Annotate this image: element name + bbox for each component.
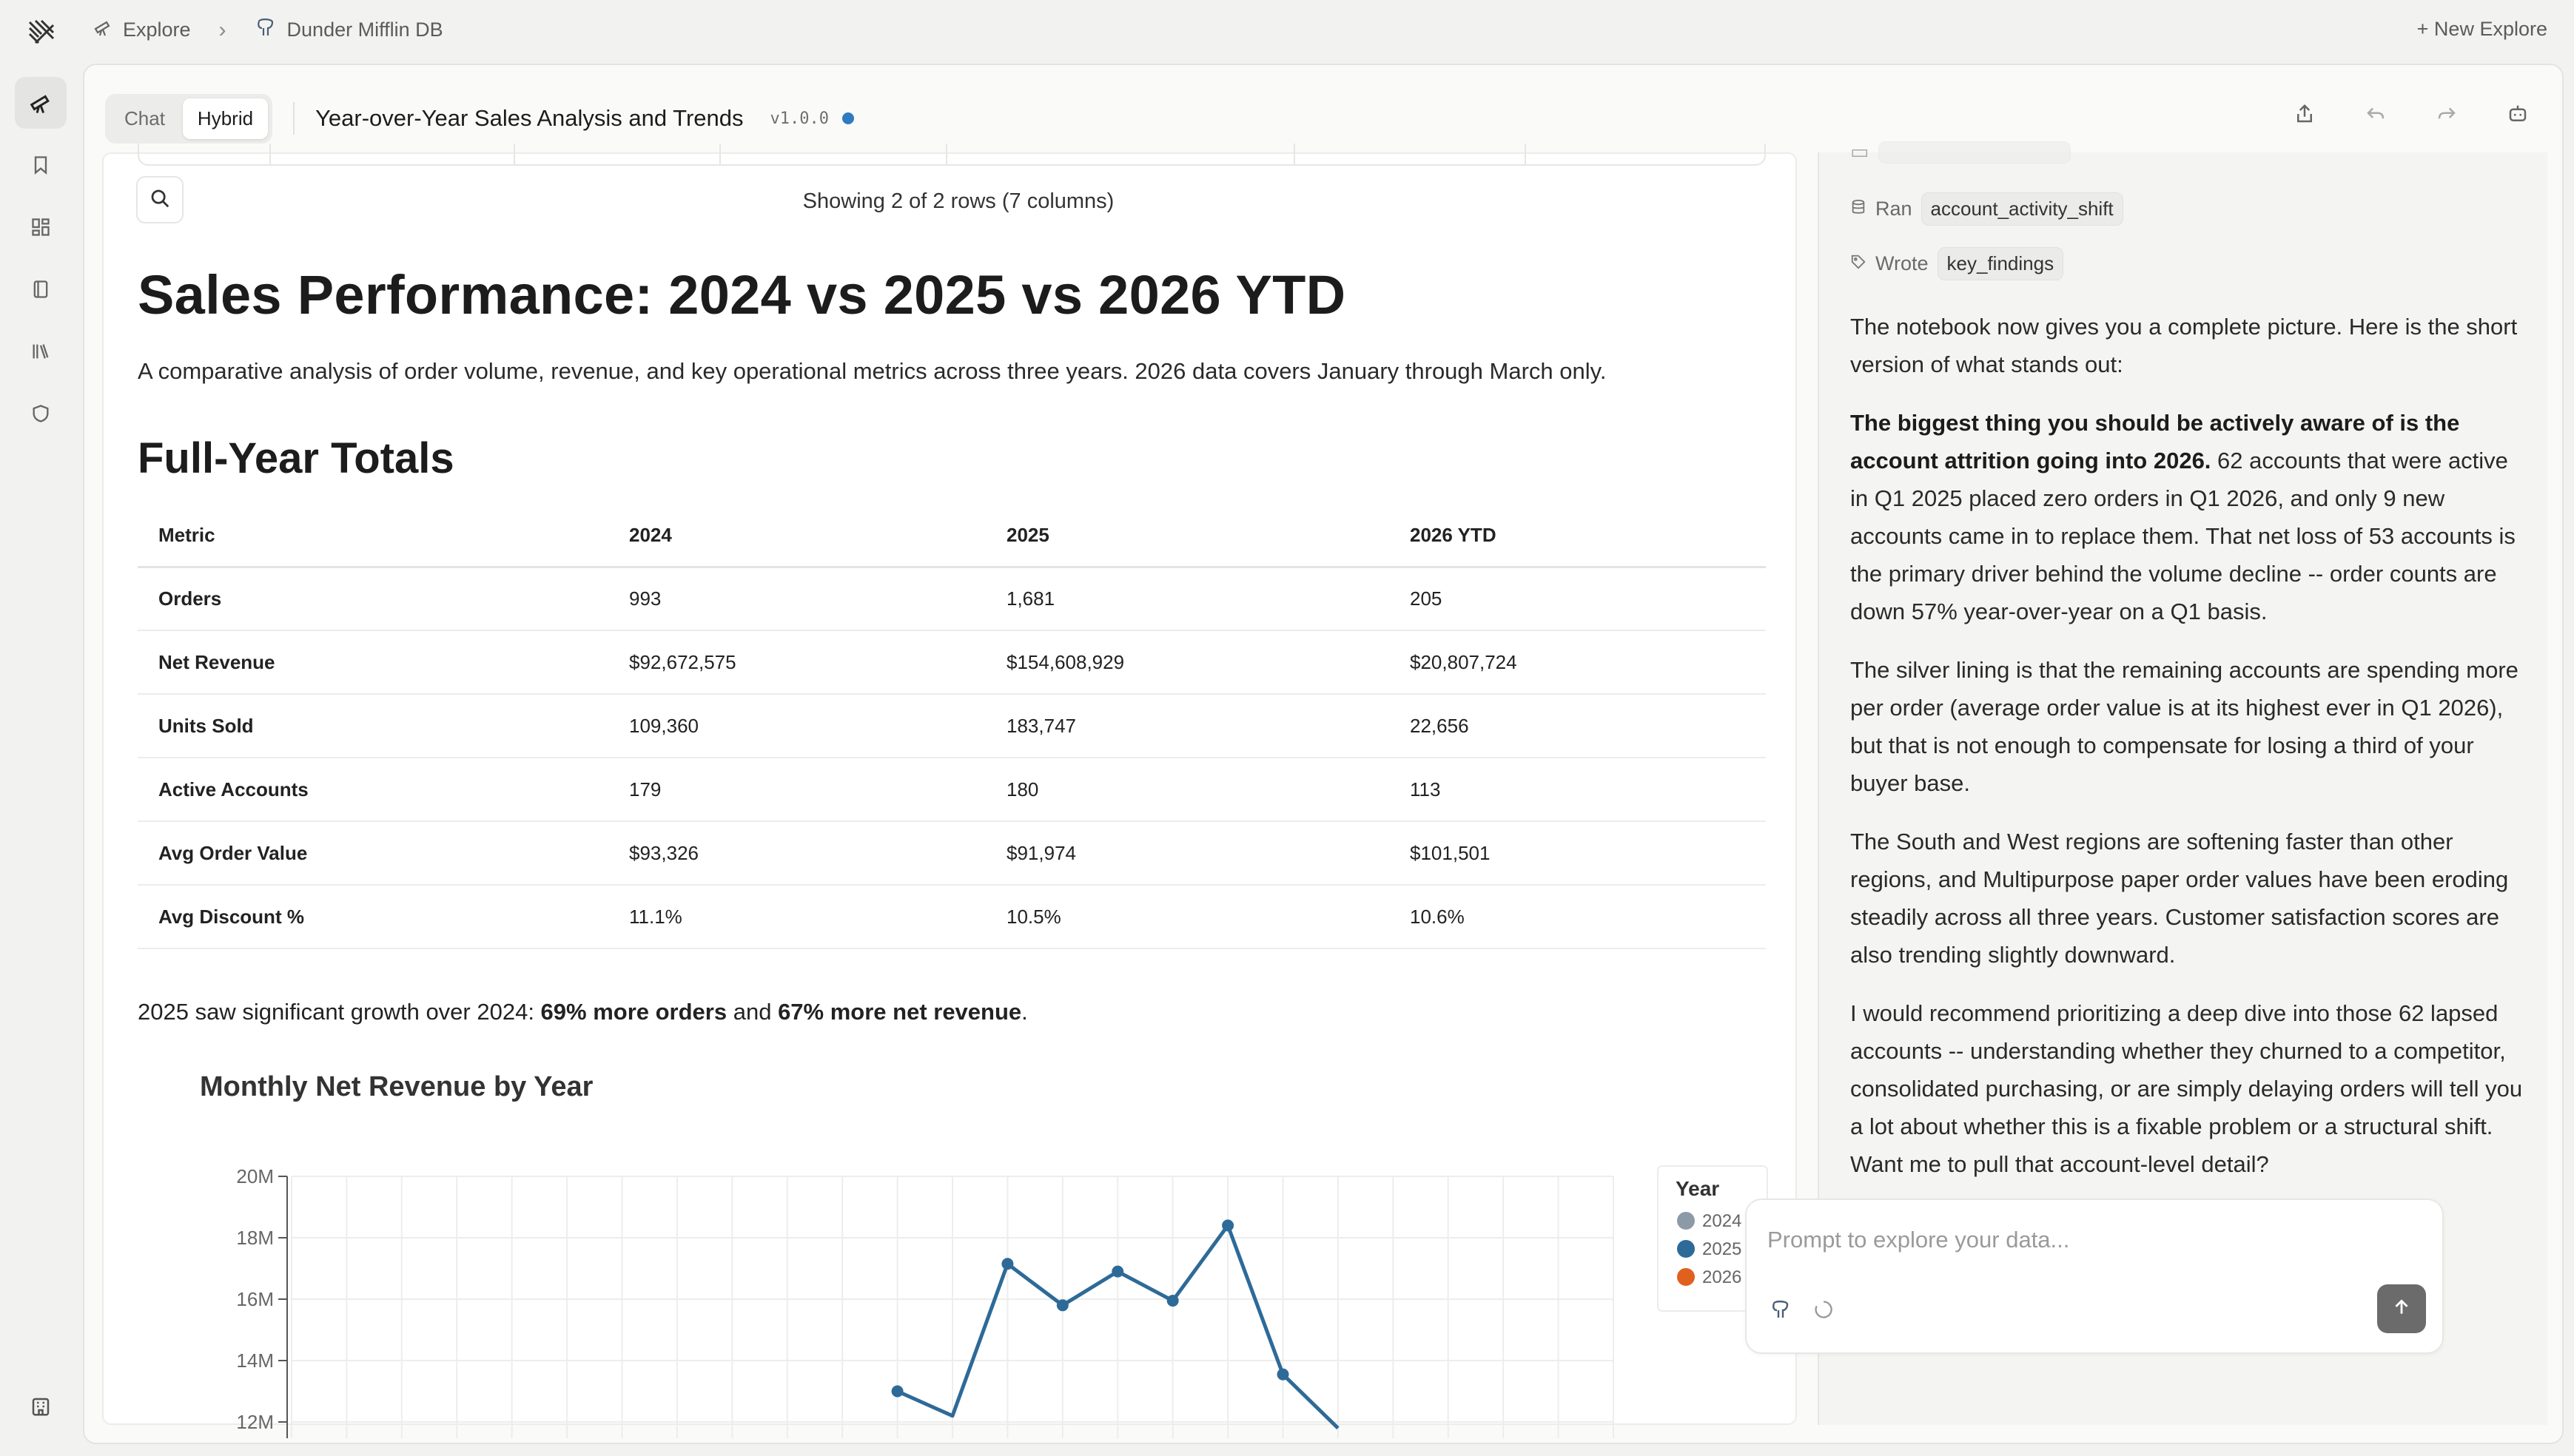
dashboard-icon[interactable] (15, 201, 67, 253)
tool-wrote-label: Wrote (1875, 252, 1929, 274)
tool-pill-cut (1878, 141, 2071, 164)
shield-icon[interactable] (15, 388, 67, 439)
metric-cell: Orders (138, 567, 608, 630)
value-cell: $91,974 (986, 821, 1389, 885)
value-cell: 180 (986, 758, 1389, 821)
revenue-line-chart (170, 1142, 1769, 1438)
send-button[interactable] (2377, 1284, 2426, 1333)
value-cell: $20,807,724 (1389, 630, 1766, 694)
data-point (1167, 1295, 1179, 1307)
value-cell: 205 (1389, 567, 1766, 630)
value-cell: 183,747 (986, 694, 1389, 758)
loading-spinner-icon (1809, 1295, 1838, 1324)
value-cell: 10.6% (1389, 885, 1766, 948)
arrow-up-icon (2392, 1298, 2411, 1321)
value-cell: 22,656 (1389, 694, 1766, 758)
growth-orders: 69% more orders (540, 999, 727, 1025)
growth-revenue: 67% more net revenue (778, 999, 1022, 1025)
column-header: Metric (138, 505, 608, 567)
table-header-row (138, 505, 1766, 567)
value-cell: 11.1% (608, 885, 986, 948)
previous-table-edge (138, 144, 1766, 166)
explore-nav-icon[interactable] (15, 77, 67, 129)
value-cell: 1,681 (986, 567, 1389, 630)
growth-mid: and (727, 999, 779, 1025)
message-paragraph: I would recommend prioritizing a deep dive into those 62 lapsed accounts -- understanding whether they churned to a competitor, consolidated purchasing, or are simply delaying orders will tell you a lot about whether this is a fixable problem or a structural shift. Want me to pull that account-level detail? (1850, 1000, 2523, 1177)
value-cell: 179 (608, 758, 986, 821)
message-paragraph (1850, 404, 2531, 630)
totals-table (138, 505, 1766, 949)
y-tick-label: 16M (236, 1288, 274, 1310)
version-label: v1.0.0 (770, 109, 829, 128)
new-explore-button[interactable] (2417, 18, 2547, 41)
mode-toggle (105, 94, 272, 144)
library-icon[interactable] (15, 326, 67, 377)
data-point (1112, 1266, 1123, 1278)
row-count-info: Showing 2 of 2 rows (7 columns) (802, 189, 1115, 213)
section-title: Full-Year Totals (138, 434, 454, 482)
data-point (1277, 1369, 1289, 1381)
tool-wrote-value: key_findings (1938, 247, 2064, 280)
prompt-box (1745, 1199, 2444, 1354)
table-row (138, 885, 1766, 948)
data-point (892, 1386, 904, 1398)
message-text: 62 accounts that were active in Q1 2025 placed zero orders in Q1 2026, and only 9 new accounts came in to replace them. That net loss of 53 accounts is the primary driver behind the volume decline -- order counts are down 57% year-over-year on a Q1 basis. (1850, 448, 2516, 624)
notebook-intro: A comparative analysis of order volume, revenue, and key operational metrics across three years. 2026 data covers January through March only. (138, 358, 1607, 384)
notebook-heading: Sales Performance: 2024 vs 2025 vs 2026 YTD (138, 264, 1346, 326)
tool-call-cut (1850, 141, 2071, 164)
legend-swatch (1677, 1240, 1695, 1258)
database-elephant-icon[interactable] (1766, 1295, 1795, 1324)
y-tick-label: 12M (236, 1411, 274, 1433)
column-header: 2025 (986, 505, 1389, 567)
tool-call-wrote[interactable] (1850, 247, 2063, 280)
column-header: 2024 (608, 505, 986, 567)
tool-call-ran[interactable] (1850, 192, 2123, 226)
chart-title: Monthly Net Revenue by Year (200, 1071, 594, 1102)
metric-cell: Units Sold (138, 694, 608, 758)
message-paragraph: The silver lining is that the remaining accounts are spending more per order (average order value is at its highest ever in Q1 2026), but that is not enough to compensate for losing a third of your buyer base. (1850, 657, 2518, 796)
value-cell: 113 (1389, 758, 1766, 821)
workspace-building-icon[interactable] (15, 1381, 67, 1432)
breadcrumb-explore-label: Explore (123, 18, 191, 41)
database-icon (1850, 198, 1866, 220)
metric-cell: Active Accounts (138, 758, 608, 821)
value-cell: 109,360 (608, 694, 986, 758)
data-point (1222, 1219, 1234, 1231)
table-row (138, 567, 1766, 630)
tool-ran-label: Ran (1875, 198, 1912, 220)
new-explore-label: + New Explore (2416, 18, 2547, 40)
y-tick-label: 18M (236, 1227, 274, 1249)
database-elephant-icon (255, 16, 277, 44)
value-cell: $92,672,575 (608, 630, 986, 694)
notebook-pane (102, 152, 1797, 1433)
metric-cell: Avg Order Value (138, 821, 608, 885)
legend-title: Year (1676, 1177, 1720, 1200)
table-row (138, 630, 1766, 694)
prompt-input[interactable] (1767, 1227, 2404, 1253)
value-cell: $154,608,929 (986, 630, 1389, 694)
legend-label: 2025 (1702, 1239, 1742, 1259)
bookmark-icon[interactable] (15, 139, 67, 191)
growth-suffix: . (1021, 999, 1028, 1025)
left-rail (0, 64, 81, 1456)
metric-cell: Net Revenue (138, 630, 608, 694)
top-bar (0, 0, 2574, 64)
tool-call-cut-glyph: ▭ (1850, 141, 1869, 163)
breadcrumb (93, 16, 443, 44)
assistant-bot-icon[interactable] (2503, 99, 2533, 129)
telescope-icon (93, 18, 112, 42)
redo-icon[interactable] (2432, 99, 2462, 129)
value-cell: $101,501 (1389, 821, 1766, 885)
status-dot (842, 112, 854, 124)
y-tick-label: 20M (236, 1165, 274, 1187)
table-row (138, 821, 1766, 885)
y-tick-label: 14M (236, 1349, 274, 1372)
mode-chat-tab[interactable]: Chat (124, 107, 165, 129)
undo-icon[interactable] (2361, 99, 2390, 129)
chevron-right-icon: › (218, 17, 226, 42)
assistant-message (1850, 308, 2531, 1204)
message-paragraph: The notebook now gives you a complete picture. Here is the short version of what stands out: (1850, 314, 2518, 377)
value-cell: $93,326 (608, 821, 986, 885)
value-cell: 10.5% (986, 885, 1389, 948)
share-icon[interactable] (2290, 99, 2319, 129)
tag-icon (1850, 252, 1866, 275)
breadcrumb-db[interactable] (255, 16, 443, 44)
legend-swatch (1677, 1268, 1695, 1286)
metric-cell: Avg Discount % (138, 885, 608, 948)
breadcrumb-explore[interactable] (93, 18, 191, 42)
growth-prefix: 2025 saw significant growth over 2024: (138, 999, 541, 1025)
tool-ran-value: account_activity_shift (1921, 192, 2123, 226)
value-cell: 993 (608, 567, 986, 630)
legend-label: 2024 (1702, 1211, 1742, 1231)
notebook-icon[interactable] (15, 263, 67, 315)
table-row (138, 758, 1766, 821)
header-actions (2290, 99, 2533, 129)
notebook-header (105, 84, 2533, 152)
mode-hybrid-tab[interactable]: Hybrid (183, 98, 268, 139)
column-header: 2026 YTD (1389, 505, 1766, 567)
notebook-title[interactable]: Year-over-Year Sales Analysis and Trends (315, 105, 744, 131)
message-paragraph: The South and West regions are softening faster than other regions, and Multipurpose paper order values have been eroding steadily across all three years. Customer satisfaction scores are also trending slightly downward. (1850, 829, 2509, 968)
header-divider (293, 102, 295, 135)
app-logo-icon[interactable] (27, 18, 56, 47)
message-emphasis: The biggest thing you should be actively aware of is the account attrition going into 2026. (1850, 410, 2460, 473)
legend-label: 2026 (1702, 1267, 1742, 1287)
data-point (1057, 1299, 1069, 1311)
table-row (138, 694, 1766, 758)
breadcrumb-db-label: Dunder Mifflin DB (286, 18, 443, 41)
legend-swatch (1677, 1212, 1695, 1230)
data-point (1001, 1258, 1013, 1270)
growth-summary (138, 999, 1028, 1025)
